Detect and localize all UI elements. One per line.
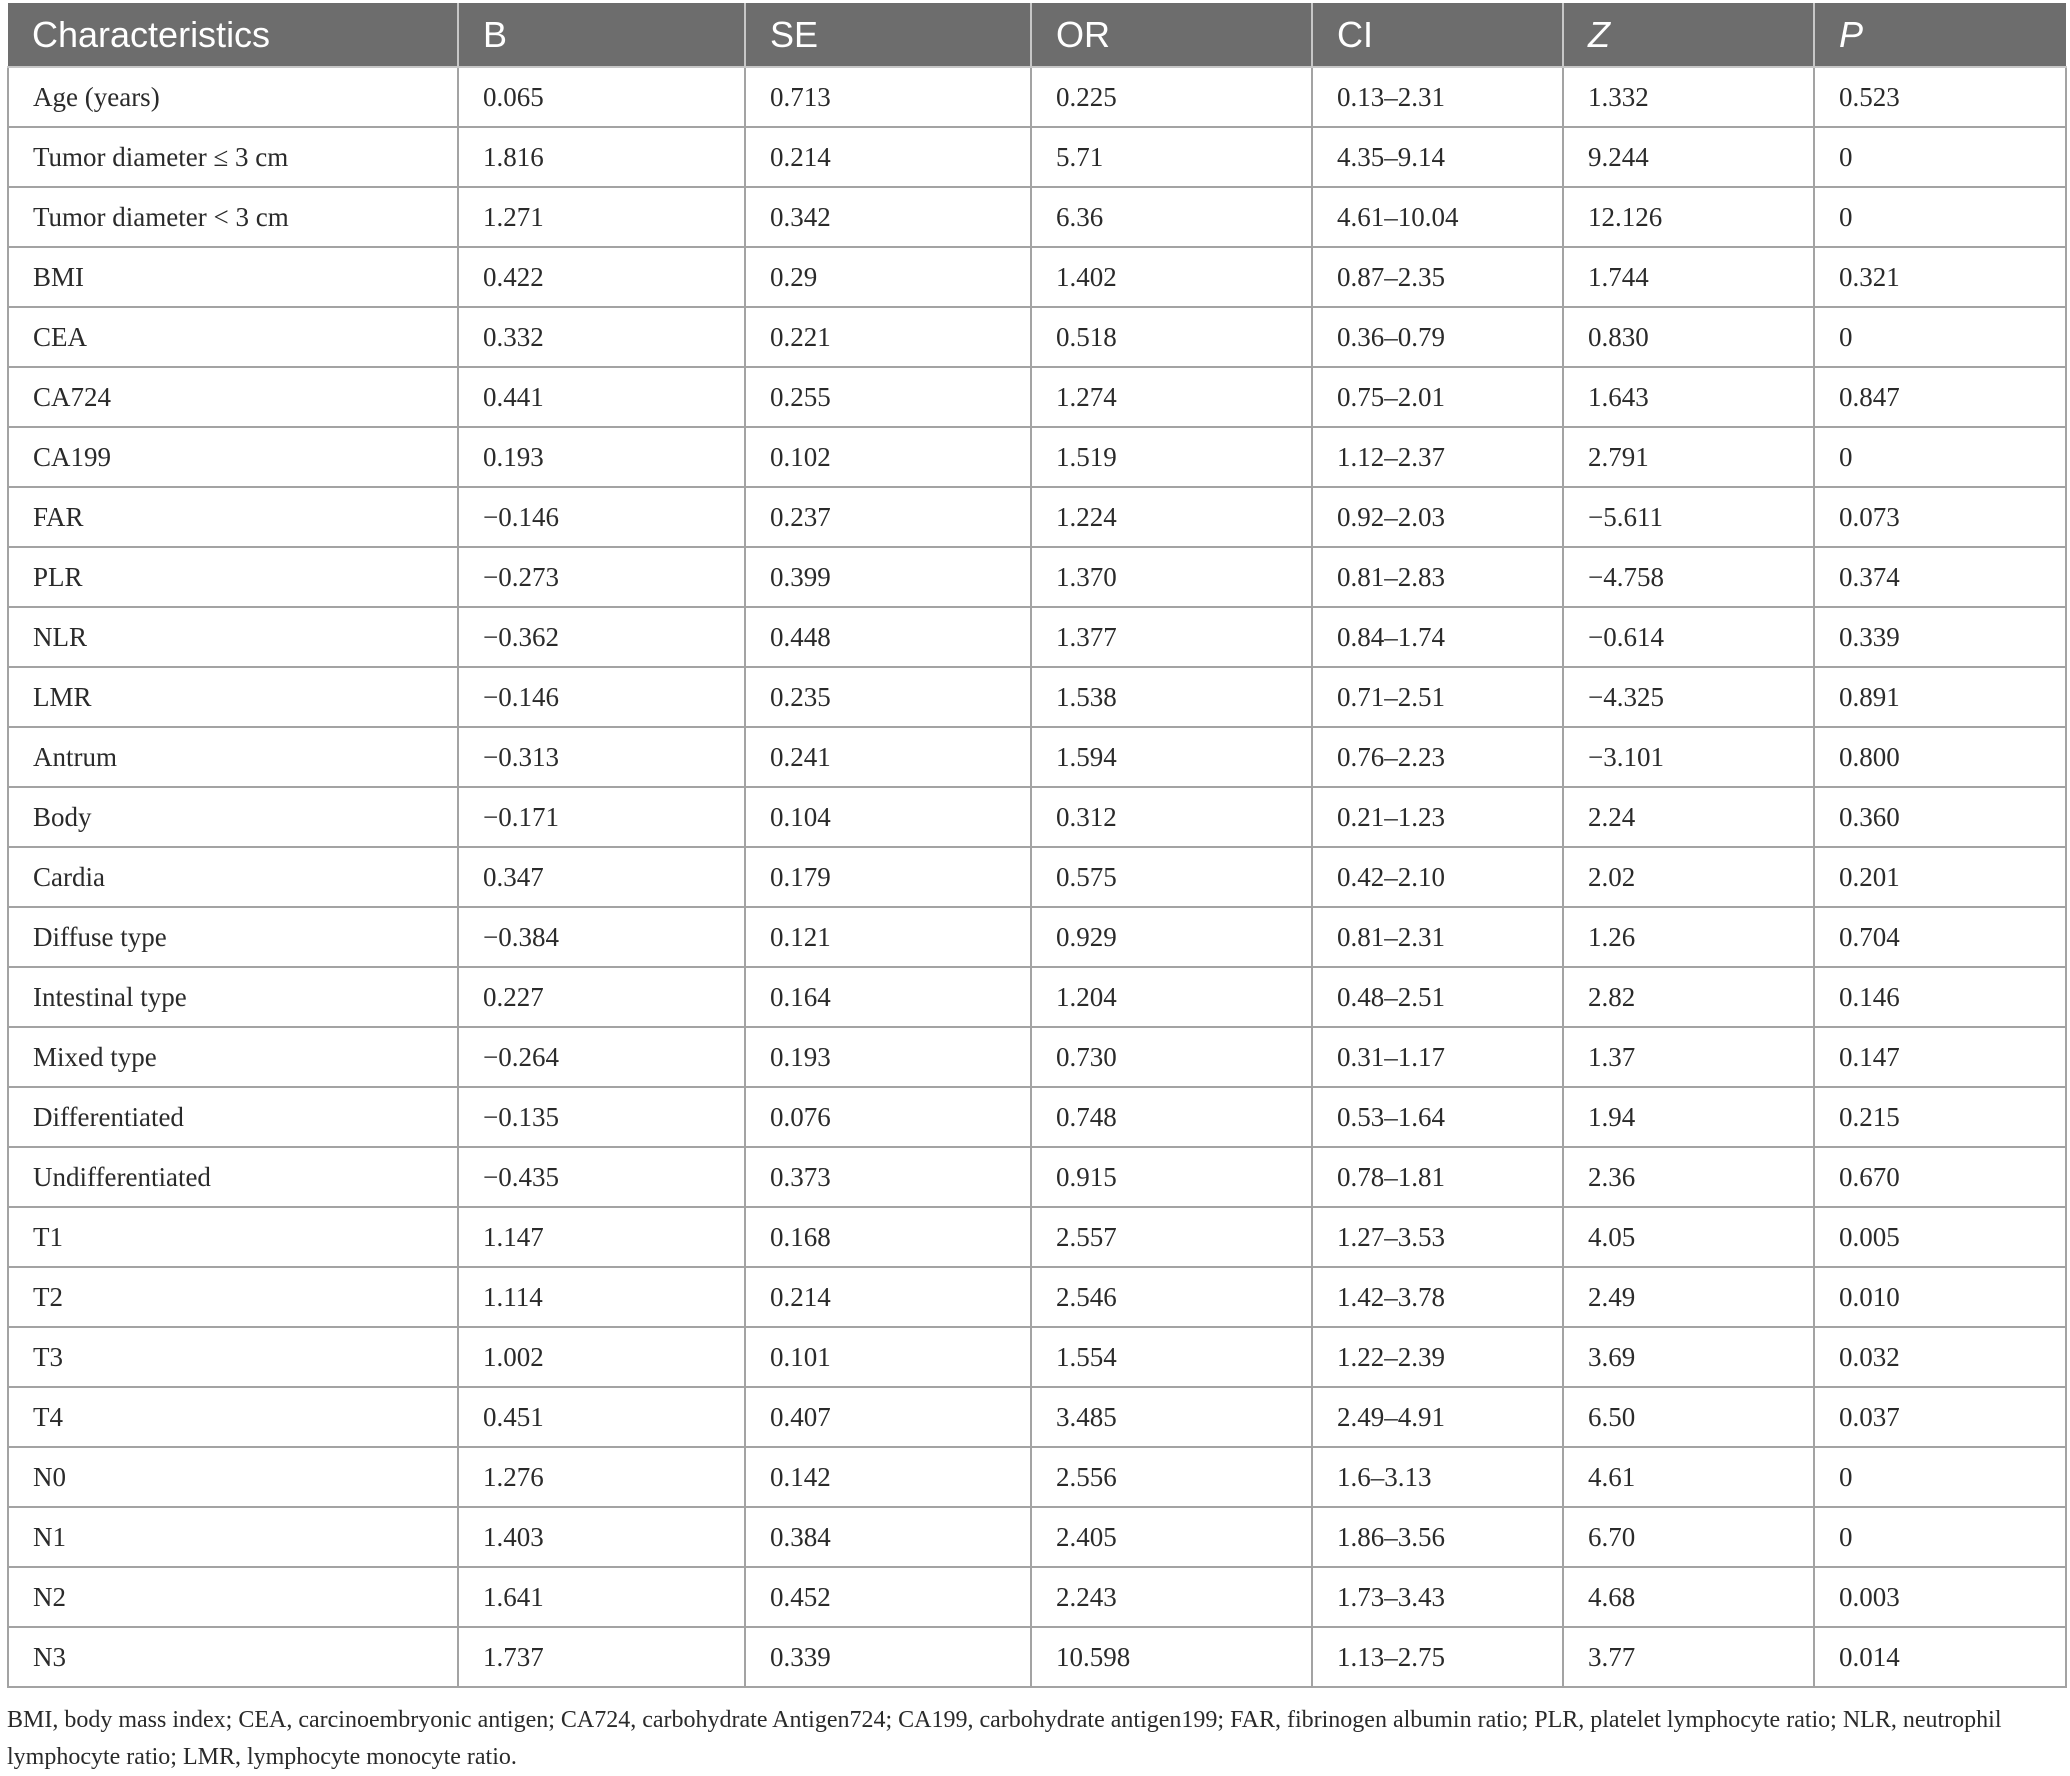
cell-b: 1.271 xyxy=(458,187,745,247)
cell-se: 0.29 xyxy=(745,247,1031,307)
table-row xyxy=(8,1027,2066,1087)
cell-b: 1.816 xyxy=(458,127,745,187)
cell-b: 1.276 xyxy=(458,1447,745,1507)
cell-p: 0.073 xyxy=(1814,487,2066,547)
cell-p: 0 xyxy=(1814,1507,2066,1567)
cell-p: 0 xyxy=(1814,187,2066,247)
cell-characteristic: Age (years) xyxy=(8,67,458,127)
cell-se: 0.214 xyxy=(745,1267,1031,1327)
cell-b: 1.147 xyxy=(458,1207,745,1267)
cell-z: 1.744 xyxy=(1563,247,1814,307)
cell-z: 1.37 xyxy=(1563,1027,1814,1087)
cell-z: 3.77 xyxy=(1563,1627,1814,1687)
cell-b: −0.264 xyxy=(458,1027,745,1087)
table-row xyxy=(8,367,2066,427)
cell-or: 6.36 xyxy=(1031,187,1312,247)
cell-characteristic: Antrum xyxy=(8,727,458,787)
cell-z: 1.643 xyxy=(1563,367,1814,427)
cell-p: 0.670 xyxy=(1814,1147,2066,1207)
cell-b: −0.313 xyxy=(458,727,745,787)
cell-ci: 4.35–9.14 xyxy=(1312,127,1563,187)
cell-ci: 0.42–2.10 xyxy=(1312,847,1563,907)
cell-p: 0.010 xyxy=(1814,1267,2066,1327)
cell-se: 0.164 xyxy=(745,967,1031,1027)
cell-se: 0.102 xyxy=(745,427,1031,487)
table-row xyxy=(8,1267,2066,1327)
cell-ci: 1.73–3.43 xyxy=(1312,1567,1563,1627)
cell-characteristic: N3 xyxy=(8,1627,458,1687)
cell-z: 3.69 xyxy=(1563,1327,1814,1387)
table-row xyxy=(8,967,2066,1027)
cell-z: −4.325 xyxy=(1563,667,1814,727)
cell-b: 0.227 xyxy=(458,967,745,1027)
cell-characteristic: Body xyxy=(8,787,458,847)
cell-characteristic: CEA xyxy=(8,307,458,367)
cell-se: 0.342 xyxy=(745,187,1031,247)
table-row xyxy=(8,1627,2066,1687)
header-or: OR xyxy=(1031,3,1312,67)
cell-characteristic: T2 xyxy=(8,1267,458,1327)
cell-z: 6.50 xyxy=(1563,1387,1814,1447)
cell-z: 4.05 xyxy=(1563,1207,1814,1267)
table-body xyxy=(8,67,2066,1687)
cell-p: 0.201 xyxy=(1814,847,2066,907)
cell-or: 5.71 xyxy=(1031,127,1312,187)
cell-p: 0 xyxy=(1814,427,2066,487)
cell-b: 1.403 xyxy=(458,1507,745,1567)
cell-p: 0.037 xyxy=(1814,1387,2066,1447)
cell-se: 0.452 xyxy=(745,1567,1031,1627)
table-row xyxy=(8,427,2066,487)
cell-ci: 1.22–2.39 xyxy=(1312,1327,1563,1387)
header-b: B xyxy=(458,3,745,67)
cell-se: 0.407 xyxy=(745,1387,1031,1447)
cell-ci: 0.48–2.51 xyxy=(1312,967,1563,1027)
cell-ci: 4.61–10.04 xyxy=(1312,187,1563,247)
cell-characteristic: T3 xyxy=(8,1327,458,1387)
cell-ci: 0.81–2.31 xyxy=(1312,907,1563,967)
cell-b: 0.422 xyxy=(458,247,745,307)
cell-se: 0.384 xyxy=(745,1507,1031,1567)
header-se: SE xyxy=(745,3,1031,67)
cell-b: 1.002 xyxy=(458,1327,745,1387)
table-row xyxy=(8,1147,2066,1207)
cell-z: 1.94 xyxy=(1563,1087,1814,1147)
cell-characteristic: T4 xyxy=(8,1387,458,1447)
cell-characteristic: Diffuse type xyxy=(8,907,458,967)
cell-p: 0.147 xyxy=(1814,1027,2066,1087)
cell-p: 0.360 xyxy=(1814,787,2066,847)
table-row xyxy=(8,667,2066,727)
table-row xyxy=(8,127,2066,187)
cell-ci: 2.49–4.91 xyxy=(1312,1387,1563,1447)
cell-b: −0.146 xyxy=(458,667,745,727)
cell-characteristic: Intestinal type xyxy=(8,967,458,1027)
cell-b: 0.451 xyxy=(458,1387,745,1447)
cell-se: 0.339 xyxy=(745,1627,1031,1687)
cell-ci: 0.78–1.81 xyxy=(1312,1147,1563,1207)
cell-p: 0 xyxy=(1814,127,2066,187)
cell-z: 9.244 xyxy=(1563,127,1814,187)
cell-z: 4.61 xyxy=(1563,1447,1814,1507)
cell-ci: 1.27–3.53 xyxy=(1312,1207,1563,1267)
cell-z: 2.36 xyxy=(1563,1147,1814,1207)
table-row xyxy=(8,1567,2066,1627)
cell-ci: 0.36–0.79 xyxy=(1312,307,1563,367)
cell-se: 0.193 xyxy=(745,1027,1031,1087)
cell-or: 1.370 xyxy=(1031,547,1312,607)
cell-p: 0.847 xyxy=(1814,367,2066,427)
cell-or: 1.554 xyxy=(1031,1327,1312,1387)
cell-characteristic: NLR xyxy=(8,607,458,667)
cell-or: 10.598 xyxy=(1031,1627,1312,1687)
cell-ci: 0.75–2.01 xyxy=(1312,367,1563,427)
table-row xyxy=(8,487,2066,547)
table-row xyxy=(8,727,2066,787)
cell-or: 1.377 xyxy=(1031,607,1312,667)
cell-or: 1.538 xyxy=(1031,667,1312,727)
cell-or: 2.556 xyxy=(1031,1447,1312,1507)
table-row xyxy=(8,1207,2066,1267)
cell-se: 0.142 xyxy=(745,1447,1031,1507)
cell-ci: 0.87–2.35 xyxy=(1312,247,1563,307)
cell-characteristic: N1 xyxy=(8,1507,458,1567)
cell-b: 0.347 xyxy=(458,847,745,907)
cell-se: 0.168 xyxy=(745,1207,1031,1267)
cell-p: 0.005 xyxy=(1814,1207,2066,1267)
table-row xyxy=(8,607,2066,667)
cell-ci: 1.86–3.56 xyxy=(1312,1507,1563,1567)
cell-characteristic: Undifferentiated xyxy=(8,1147,458,1207)
cell-characteristic: Differentiated xyxy=(8,1087,458,1147)
cell-se: 0.101 xyxy=(745,1327,1031,1387)
cell-or: 3.485 xyxy=(1031,1387,1312,1447)
cell-z: −4.758 xyxy=(1563,547,1814,607)
cell-z: −3.101 xyxy=(1563,727,1814,787)
cell-p: 0.339 xyxy=(1814,607,2066,667)
cell-b: −0.146 xyxy=(458,487,745,547)
cell-p: 0.523 xyxy=(1814,67,2066,127)
table-footnote: BMI, body mass index; CEA, carcinoembryonic antigen; CA724, carbohydrate Antigen724; CA199, carbohydrate antigen199; FAR, fibrinogen albumin ratio; PLR, platelet lymphocyte ratio; NLR, neutrophil lymphocyte ratio; LMR, lymphocyte monocyte ratio. xyxy=(7,1707,2002,1770)
cell-se: 0.399 xyxy=(745,547,1031,607)
cell-ci: 0.31–1.17 xyxy=(1312,1027,1563,1087)
cell-p: 0.146 xyxy=(1814,967,2066,1027)
cell-z: 6.70 xyxy=(1563,1507,1814,1567)
cell-p: 0.321 xyxy=(1814,247,2066,307)
cell-characteristic: CA724 xyxy=(8,367,458,427)
cell-b: 0.441 xyxy=(458,367,745,427)
cell-or: 2.557 xyxy=(1031,1207,1312,1267)
cell-p: 0.374 xyxy=(1814,547,2066,607)
cell-ci: 1.13–2.75 xyxy=(1312,1627,1563,1687)
table-row xyxy=(8,1387,2066,1447)
cell-b: −0.362 xyxy=(458,607,745,667)
header-characteristics: Characteristics xyxy=(8,3,458,67)
cell-b: 0.332 xyxy=(458,307,745,367)
header-ci: CI xyxy=(1312,3,1563,67)
cell-z: 4.68 xyxy=(1563,1567,1814,1627)
cell-p: 0.003 xyxy=(1814,1567,2066,1627)
cell-ci: 0.21–1.23 xyxy=(1312,787,1563,847)
cell-characteristic: FAR xyxy=(8,487,458,547)
cell-p: 0.800 xyxy=(1814,727,2066,787)
cell-ci: 1.6–3.13 xyxy=(1312,1447,1563,1507)
cell-b: 1.737 xyxy=(458,1627,745,1687)
regression-table xyxy=(7,3,2067,1688)
cell-or: 1.224 xyxy=(1031,487,1312,547)
cell-characteristic: PLR xyxy=(8,547,458,607)
cell-p: 0.032 xyxy=(1814,1327,2066,1387)
table-row xyxy=(8,247,2066,307)
table-row xyxy=(8,1327,2066,1387)
cell-or: 0.748 xyxy=(1031,1087,1312,1147)
cell-ci: 0.13–2.31 xyxy=(1312,67,1563,127)
cell-b: −0.273 xyxy=(458,547,745,607)
cell-or: 1.402 xyxy=(1031,247,1312,307)
cell-b: 0.193 xyxy=(458,427,745,487)
cell-z: 1.332 xyxy=(1563,67,1814,127)
cell-z: 2.791 xyxy=(1563,427,1814,487)
cell-characteristic: Cardia xyxy=(8,847,458,907)
cell-characteristic: LMR xyxy=(8,667,458,727)
cell-se: 0.221 xyxy=(745,307,1031,367)
cell-or: 0.575 xyxy=(1031,847,1312,907)
table-container xyxy=(7,3,2065,1776)
cell-or: 1.594 xyxy=(1031,727,1312,787)
cell-p: 0.215 xyxy=(1814,1087,2066,1147)
header-p: P xyxy=(1814,3,2066,67)
cell-or: 0.312 xyxy=(1031,787,1312,847)
cell-se: 0.179 xyxy=(745,847,1031,907)
cell-ci: 0.92–2.03 xyxy=(1312,487,1563,547)
cell-or: 0.929 xyxy=(1031,907,1312,967)
table-row xyxy=(8,1087,2066,1147)
cell-or: 2.546 xyxy=(1031,1267,1312,1327)
cell-or: 1.519 xyxy=(1031,427,1312,487)
cell-ci: 1.12–2.37 xyxy=(1312,427,1563,487)
table-row xyxy=(8,307,2066,367)
cell-z: 1.26 xyxy=(1563,907,1814,967)
cell-se: 0.214 xyxy=(745,127,1031,187)
cell-characteristic: CA199 xyxy=(8,427,458,487)
cell-se: 0.373 xyxy=(745,1147,1031,1207)
cell-se: 0.713 xyxy=(745,67,1031,127)
cell-or: 0.225 xyxy=(1031,67,1312,127)
cell-b: 1.641 xyxy=(458,1567,745,1627)
cell-se: 0.121 xyxy=(745,907,1031,967)
cell-p: 0.704 xyxy=(1814,907,2066,967)
cell-z: 2.49 xyxy=(1563,1267,1814,1327)
cell-or: 0.518 xyxy=(1031,307,1312,367)
cell-z: −5.611 xyxy=(1563,487,1814,547)
cell-ci: 0.84–1.74 xyxy=(1312,607,1563,667)
table-row xyxy=(8,67,2066,127)
cell-b: −0.384 xyxy=(458,907,745,967)
table-row xyxy=(8,907,2066,967)
cell-z: 0.830 xyxy=(1563,307,1814,367)
cell-b: −0.171 xyxy=(458,787,745,847)
cell-z: −0.614 xyxy=(1563,607,1814,667)
cell-z: 2.82 xyxy=(1563,967,1814,1027)
cell-z: 2.24 xyxy=(1563,787,1814,847)
cell-or: 0.730 xyxy=(1031,1027,1312,1087)
header-z: Z xyxy=(1563,3,1814,67)
table-row xyxy=(8,547,2066,607)
cell-b: −0.135 xyxy=(458,1087,745,1147)
table-row xyxy=(8,1447,2066,1507)
cell-characteristic: Tumor diameter < 3 cm xyxy=(8,187,458,247)
cell-p: 0.891 xyxy=(1814,667,2066,727)
cell-characteristic: Mixed type xyxy=(8,1027,458,1087)
cell-se: 0.237 xyxy=(745,487,1031,547)
cell-or: 2.243 xyxy=(1031,1567,1312,1627)
cell-b: −0.435 xyxy=(458,1147,745,1207)
cell-p: 0 xyxy=(1814,307,2066,367)
cell-se: 0.076 xyxy=(745,1087,1031,1147)
cell-ci: 0.81–2.83 xyxy=(1312,547,1563,607)
cell-se: 0.448 xyxy=(745,607,1031,667)
table-row xyxy=(8,787,2066,847)
cell-p: 0.014 xyxy=(1814,1627,2066,1687)
cell-characteristic: Tumor diameter ≤ 3 cm xyxy=(8,127,458,187)
cell-z: 12.126 xyxy=(1563,187,1814,247)
cell-characteristic: N0 xyxy=(8,1447,458,1507)
cell-ci: 0.53–1.64 xyxy=(1312,1087,1563,1147)
cell-ci: 0.71–2.51 xyxy=(1312,667,1563,727)
cell-se: 0.235 xyxy=(745,667,1031,727)
cell-se: 0.104 xyxy=(745,787,1031,847)
cell-characteristic: T1 xyxy=(8,1207,458,1267)
cell-se: 0.255 xyxy=(745,367,1031,427)
cell-b: 1.114 xyxy=(458,1267,745,1327)
cell-or: 1.204 xyxy=(1031,967,1312,1027)
cell-characteristic: BMI xyxy=(8,247,458,307)
table-row xyxy=(8,1507,2066,1567)
cell-characteristic: N2 xyxy=(8,1567,458,1627)
table-row xyxy=(8,847,2066,907)
cell-or: 0.915 xyxy=(1031,1147,1312,1207)
cell-z: 2.02 xyxy=(1563,847,1814,907)
cell-or: 2.405 xyxy=(1031,1507,1312,1567)
table-row xyxy=(8,187,2066,247)
cell-b: 0.065 xyxy=(458,67,745,127)
cell-p: 0 xyxy=(1814,1447,2066,1507)
cell-ci: 0.76–2.23 xyxy=(1312,727,1563,787)
cell-or: 1.274 xyxy=(1031,367,1312,427)
cell-se: 0.241 xyxy=(745,727,1031,787)
cell-ci: 1.42–3.78 xyxy=(1312,1267,1563,1327)
header-row xyxy=(8,3,2066,67)
